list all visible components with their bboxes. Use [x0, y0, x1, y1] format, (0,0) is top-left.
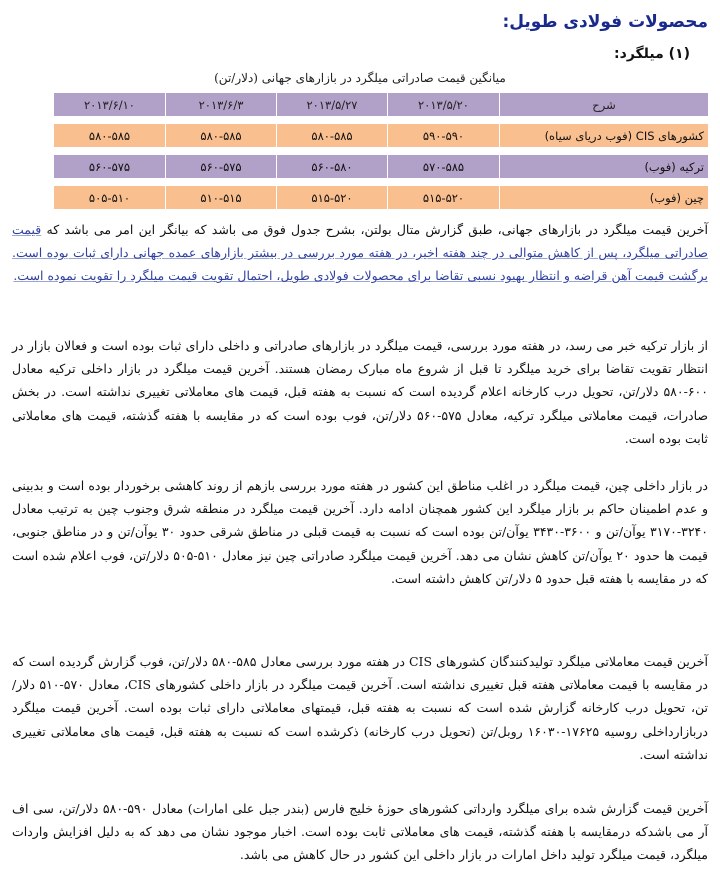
paragraph-cis: آخرین قیمت معاملاتی میلگرد تولیدکنندگان کشورهای CIS در هفته مورد بررسی معادل ۵۸۵-۵۸۰ دلار/تن، فوب گزارش گردیده است که در مقایسه با قیمت معاملاتی هفته قبل تغییری نداشته است. آخرین قیمت میلگرد در بازار داخلی کشورهای CIS، معادل ۵۷۰-۵۱۰ دلار/تن، تحویل درب کارخانه گزارش شده است که نسبت به هفته قبل، قیمتهای معاملاتی دارای ثبات بوده است. آخرین قیمت میلگرد دربازارداخلی روسیه ۱۷۶۲۵-۱۶۰۳۰ روبل/تن (تحویل درب کارخانه) ذکرشده است که نسبت به هفته قبل، قیمت های معاملاتی تغییری نداشته است.	[12, 654, 709, 762]
table-cell: ۵۹۰-۵۹۰	[388, 124, 500, 148]
table-header-cell: ۲۰۱۳/۶/۱۰	[54, 93, 166, 117]
table-cell: ۵۸۰-۵۸۵	[166, 124, 277, 148]
table-cell: ۵۷۰-۵۸۵	[388, 155, 500, 179]
table-header-row	[54, 93, 709, 117]
table-cell: ۵۶۰-۵۷۵	[166, 155, 277, 179]
paragraph-persian-gulf: آخرین قیمت گزارش شده برای میلگرد وارداتی کشورهای حوزهٔ خلیج فارس (بندر جبل علی امارات) معادل ۵۹۰-۵۸۰ دلار/تن، سی اف آر می باشدکه درمقایسه با هفته گذشته، قیمت های معاملاتی ثابت بوده است. اخبار موجود نشان می دهد که به دلیل افزایش واردات میلگرد، قیمت میلگرد تولید داخل امارات در بازار داخلی این کشور در حال کاهش می باشد.	[12, 801, 708, 863]
table-header-cell: ۲۰۱۳/۶/۳	[166, 93, 277, 117]
table-cell: ۵۶۰-۵۸۰	[277, 155, 388, 179]
table-row-label: چین (فوب)	[500, 186, 709, 210]
table-header-cell: شرح	[500, 93, 709, 117]
paragraph-intro	[12, 218, 708, 288]
paragraph-intro-text: آخرین قیمت میلگرد در بازارهای جهانی، طبق گزارش متال بولتن، بشرح جدول فوق می باشد که بیانگر این امر می باشد که	[41, 222, 708, 237]
table-header-cell: ۲۰۱۳/۵/۲۷	[277, 93, 388, 117]
highlighted-summary: قیمت صادراتی میلگرد، پس از کاهش متوالی در چند هفته اخیر، در هفته مورد بررسی در بیشتر بازارهای عمده جهانی دارای ثبات بوده است. برگشت قیمت آهن قراضه و انتظار بهبود نسبی تقاضا برای محصولات فولادی طویل، احتمال تقویت قیمت میلگرد را تقویت نموده است.	[12, 222, 708, 284]
table-row-label: ترکیه (فوب)	[500, 155, 709, 179]
table-cell: ۵۱۰-۵۱۵	[166, 186, 277, 210]
paragraph-turkey: از بازار ترکیه خبر می رسد، در هفته مورد بررسی، قیمت میلگرد در بازارهای صادراتی و داخلی دارای ثبات بوده است و فعالان بازار در انتظار تقویت تقاضا برای خرید میلگرد تا قبل از شروع ماه مبارک رمضان هستند. آخرین قیمت میلگرد در بازار داخلی ترکیه معادل ۶۰۰-۵۸۰ دلار/تن، تحویل درب کارخانه اعلام گردیده است که نسبت به هفته قبل، قیمت های معاملاتی تغییری نداشته است. در بخش صادرات، قیمت معاملاتی میلگرد ترکیه، معادل ۵۷۵-۵۶۰ دلار/تن، فوب بوده است که در مقایسه با هفته گذشته، قیمت های معاملاتی ثابت بوده است.	[12, 338, 709, 446]
price-table	[53, 92, 709, 210]
table-row-label: کشورهای CIS (فوب دریای سیاه)	[500, 124, 709, 148]
table-cell: ۵۱۵-۵۲۰	[277, 186, 388, 210]
table-header-cell: ۲۰۱۳/۵/۲۰	[388, 93, 500, 117]
subsection-heading: (۱) میلگرد:	[614, 46, 690, 62]
table-row	[54, 124, 709, 148]
table-row	[54, 186, 709, 210]
table-caption: میانگین قیمت صادراتی میلگرد در بازارهای جهانی (دلار/تن)	[214, 71, 506, 85]
table-cell: ۵۰۵-۵۱۰	[54, 186, 166, 210]
paragraph-china: در بازار داخلی چین، قیمت میلگرد در اغلب مناطق این کشور در هفته مورد بررسی بازهم از روند کاهشی برخوردار بوده است و بدبینی و عدم اطمینان حاکم بر بازار میلگرد این کشور همچنان ادامه دارد. آخرین قیمت میلگرد در منطقه شرق وجنوب چین به ترتیب معادل ۳۲۴۰-۳۱۷۰ یوآن/تن و ۳۶۰۰-۳۴۳۰ یوآن/تن بوده است که نسبت به قیمت قبلی در مناطق شرقی حدود ۳۰ یوآن/تن و در مناطق جنوبی، قیمت ها حدود ۲۰ یوآن/تن کاهش نشان می دهد. آخرین قیمت میلگرد صادراتی چین نیز معادل ۵۱۰-۵۰۵ دلار/تن، فوب اعلام شده است که در مقایسه با هفته قبل حدود ۵ دلار/تن کاهش داشته است.	[12, 478, 708, 586]
table-row	[54, 155, 709, 179]
table-cell: ۵۸۰-۵۸۵	[277, 124, 388, 148]
table-cell: ۵۸۰-۵۸۵	[54, 124, 166, 148]
table-cell: ۵۱۵-۵۲۰	[388, 186, 500, 210]
section-heading: محصولات فولادی طویل:	[502, 12, 708, 32]
table-cell: ۵۶۰-۵۷۵	[54, 155, 166, 179]
